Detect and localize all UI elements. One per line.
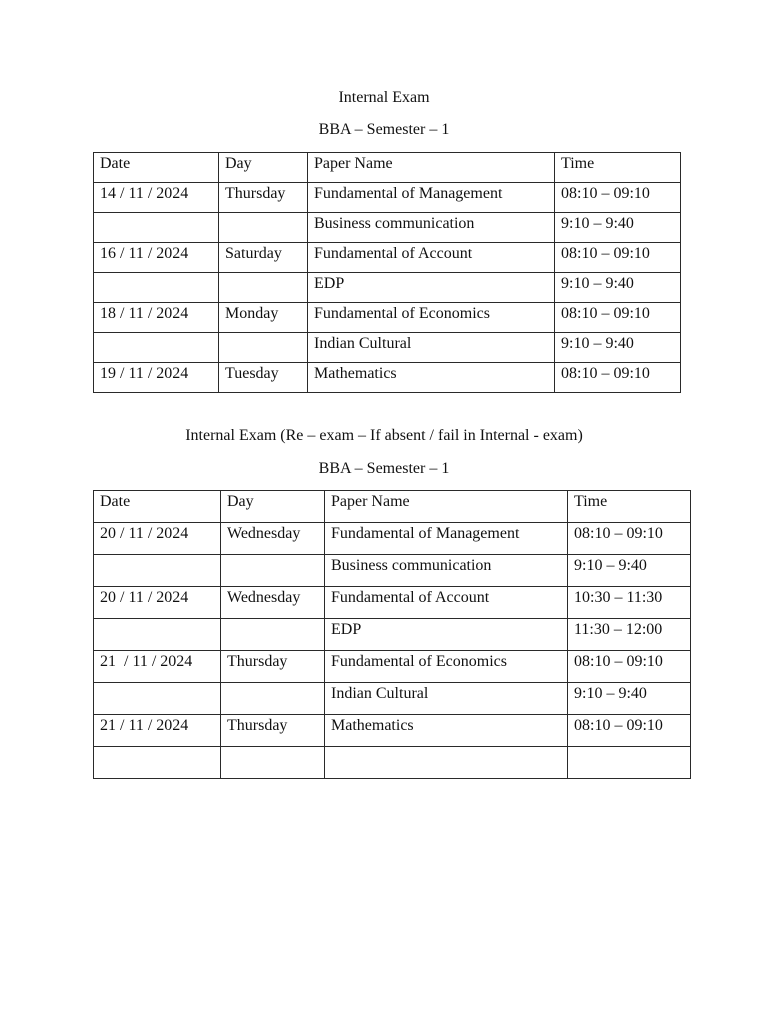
cell-day: [219, 273, 308, 303]
cell-paper-name: Fundamental of Economics: [325, 651, 568, 683]
table-header-row: [94, 491, 691, 523]
exam-title: Internal Exam: [338, 89, 430, 106]
cell-time: 10:30 – 11:30: [568, 587, 691, 619]
cell-time: 9:10 – 9:40: [555, 333, 681, 363]
cell-time: 08:10 – 09:10: [568, 651, 691, 683]
cell-date: [94, 555, 221, 587]
column-header-date: Date: [94, 491, 221, 523]
cell-date: [94, 273, 219, 303]
cell-time: [568, 747, 691, 779]
cell-paper-name: Business communication: [325, 555, 568, 587]
cell-paper-name: Fundamental of Management: [308, 183, 555, 213]
table-row: [94, 363, 681, 393]
reexam-subtitle: BBA – Semester – 1: [318, 460, 450, 477]
cell-day: Tuesday: [219, 363, 308, 393]
cell-time: 9:10 – 9:40: [568, 683, 691, 715]
column-header-paper-name: Paper Name: [325, 491, 568, 523]
reexam-table: [93, 490, 691, 779]
cell-day: [221, 555, 325, 587]
cell-paper-name: Fundamental of Account: [308, 243, 555, 273]
table-header-row: [94, 153, 681, 183]
cell-date: [94, 213, 219, 243]
cell-paper-name: Mathematics: [308, 363, 555, 393]
cell-paper-name: Fundamental of Management: [325, 523, 568, 555]
cell-date: 16 / 11 / 2024: [94, 243, 219, 273]
cell-paper-name: Fundamental of Account: [325, 587, 568, 619]
cell-time: 08:10 – 09:10: [555, 243, 681, 273]
cell-time: 08:10 – 09:10: [555, 303, 681, 333]
table-row: [94, 213, 681, 243]
column-header-day: Day: [221, 491, 325, 523]
column-header-day: Day: [219, 153, 308, 183]
cell-time: 08:10 – 09:10: [568, 715, 691, 747]
cell-day: [221, 747, 325, 779]
cell-date: 21 / 11 / 2024: [94, 651, 221, 683]
cell-time: 9:10 – 9:40: [568, 555, 691, 587]
table-row: [94, 183, 681, 213]
table-row: [94, 303, 681, 333]
column-header-time: Time: [568, 491, 691, 523]
column-header-time: Time: [555, 153, 681, 183]
cell-date: [94, 333, 219, 363]
table-row: [94, 651, 691, 683]
cell-day: [221, 619, 325, 651]
column-header-paper-name: Paper Name: [308, 153, 555, 183]
table-row: [94, 715, 691, 747]
table-row: [94, 747, 691, 779]
cell-time: 08:10 – 09:10: [555, 183, 681, 213]
cell-paper-name: Mathematics: [325, 715, 568, 747]
exam-subtitle: BBA – Semester – 1: [318, 121, 450, 138]
table-row: [94, 619, 691, 651]
cell-paper-name: EDP: [325, 619, 568, 651]
cell-day: Wednesday: [221, 587, 325, 619]
cell-paper-name: Indian Cultural: [325, 683, 568, 715]
cell-date: [94, 747, 221, 779]
cell-date: 21 / 11 / 2024: [94, 715, 221, 747]
cell-day: [221, 683, 325, 715]
cell-paper-name: Business communication: [308, 213, 555, 243]
table-row: [94, 243, 681, 273]
cell-date: 14 / 11 / 2024: [94, 183, 219, 213]
cell-day: [219, 333, 308, 363]
cell-time: 9:10 – 9:40: [555, 213, 681, 243]
cell-day: Thursday: [221, 715, 325, 747]
table-row: [94, 333, 681, 363]
cell-paper-name: Fundamental of Economics: [308, 303, 555, 333]
cell-date: 20 / 11 / 2024: [94, 587, 221, 619]
cell-time: 11:30 – 12:00: [568, 619, 691, 651]
table-row: [94, 683, 691, 715]
cell-date: 18 / 11 / 2024: [94, 303, 219, 333]
cell-day: [219, 213, 308, 243]
cell-time: 9:10 – 9:40: [555, 273, 681, 303]
cell-date: [94, 683, 221, 715]
cell-day: Wednesday: [221, 523, 325, 555]
cell-day: Monday: [219, 303, 308, 333]
cell-date: [94, 619, 221, 651]
reexam-title: Internal Exam (Re – exam – If absent / fail in Internal - exam): [185, 427, 583, 444]
cell-paper-name: Indian Cultural: [308, 333, 555, 363]
cell-paper-name: [325, 747, 568, 779]
column-header-date: Date: [94, 153, 219, 183]
cell-date: 19 / 11 / 2024: [94, 363, 219, 393]
table-row: [94, 273, 681, 303]
cell-date: 20 / 11 / 2024: [94, 523, 221, 555]
cell-time: 08:10 – 09:10: [568, 523, 691, 555]
table-row: [94, 523, 691, 555]
cell-day: Thursday: [221, 651, 325, 683]
cell-paper-name: EDP: [308, 273, 555, 303]
cell-day: Thursday: [219, 183, 308, 213]
cell-time: 08:10 – 09:10: [555, 363, 681, 393]
cell-day: Saturday: [219, 243, 308, 273]
internal-exam-table: [93, 152, 681, 393]
table-row: [94, 555, 691, 587]
table-row: [94, 587, 691, 619]
